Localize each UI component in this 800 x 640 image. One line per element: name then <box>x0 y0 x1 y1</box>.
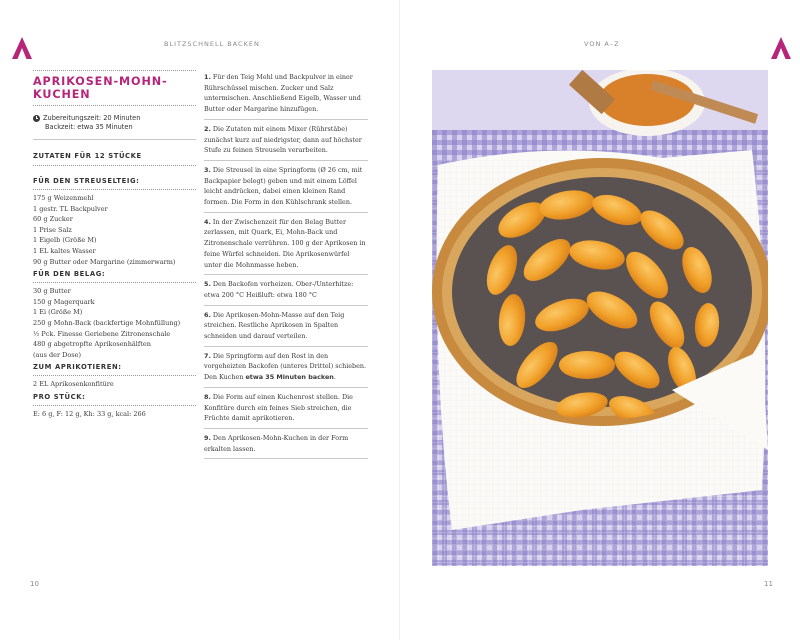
instruction-step: 9. Den Aprikosen-Mohn-Kuchen in der Form erkalten lassen. <box>204 429 368 459</box>
apricot-poppyseed-cake-image <box>432 70 768 566</box>
instruction-step: 8. Die Form auf einen Kuchenrost stellen. Die Konfitüre durch ein feines Sieb streichen, die Früchte damit aprikotieren. <box>204 388 368 429</box>
ingredient-item: (aus der Dose) <box>33 350 82 359</box>
ingredient-section <box>33 363 196 376</box>
nutrition-list <box>33 406 196 420</box>
instruction-step: 5. Den Backofen vorheizen. Ober-/Unterhitze: etwa 200 °C Heißluft: etwa 180 °C <box>204 275 368 305</box>
letter-a-icon <box>11 36 33 60</box>
recipe-title-line: KUCHEN <box>33 88 91 101</box>
bake-time: Backzeit: etwa 35 Minuten <box>45 123 133 131</box>
ingredient-item: 1 Eigelb (Größe M) <box>33 236 97 245</box>
letter-a-icon <box>770 36 792 60</box>
ingredient-item: 1 Prise Salz <box>33 225 72 234</box>
instruction-step: 3. Die Streusel in eine Springform (Ø 26 cm, mit Backpapier belegt) geben und mit einem Löffel leicht andrücken, dabei einen kleinen Rand formen. Die Form in den Kühlschrank stellen. <box>204 161 368 213</box>
instruction-step: 1. Für den Teig Mehl und Backpulver in einer Rührschüssel mischen. Zucker und Salz untermischen. Anschließend Eigelb, Wasser und Butter oder Margarine hinzufügen. <box>204 70 368 120</box>
ingredient-list <box>33 283 196 360</box>
ingredient-item: 2 EL Aprikosenkonfitüre <box>33 380 114 389</box>
ingredients-column <box>33 70 196 420</box>
steps-column <box>204 70 368 459</box>
ingredient-item: 30 g Butter <box>33 287 71 296</box>
page-number-left: 10 <box>30 580 39 588</box>
ingredient-item: 1 EL kaltes Wasser <box>33 246 96 255</box>
cake-photo <box>432 70 768 566</box>
time-info <box>33 106 196 139</box>
ingredient-item: ½ Pck. Finesse Geriebene Zitronenschale <box>33 329 171 338</box>
ingredient-list <box>33 376 196 390</box>
recipe-title <box>33 71 196 105</box>
bold-bake-time: etwa 35 Minuten backen <box>245 373 334 382</box>
instruction-step: 6. Die Aprikosen-Mohn-Masse auf den Teig streichen. Restliche Aprikosen in Spalten schneiden und darauf verteilen. <box>204 306 368 347</box>
instruction-step: 4. In der Zwischenzeit für den Belag Butter zerlassen, mit Quark, Ei, Mohn-Back und Zitronenschale verrühren. 100 g der Aprikosen in feine Würfel schneiden. Die Aprikosenwürfel unter die Mohnmasse heben. <box>204 213 368 276</box>
section-heading: PRO STÜCK: <box>33 392 86 401</box>
ingredient-item: 60 g Zucker <box>33 215 73 224</box>
ingredient-section <box>33 393 196 406</box>
yield-heading: ZUTATEN FÜR 12 STÜCKE <box>33 152 142 160</box>
ingredient-item: 1 Ei (Größe M) <box>33 308 83 317</box>
ingredient-item: 1 gestr. TL Backpulver <box>33 204 108 213</box>
ingredient-item: 480 g abgetropfte Aprikosenhälften <box>33 340 151 349</box>
prep-time: Zubereitungszeit: 20 Minuten <box>43 114 141 122</box>
running-head-right: VON A–Z <box>584 40 620 48</box>
ingredient-item: 175 g Weizenmehl <box>33 194 94 202</box>
ingredient-section <box>33 270 196 283</box>
section-heading: FÜR DEN STREUSELTEIG: <box>33 177 140 185</box>
instruction-step: 7. Die Springform auf den Rost in den vorgeheizten Backofen (unteres Drittel) schieben. Den Kuchen etwa 35 Minuten backen. <box>204 347 368 388</box>
section-heading: FÜR DEN BELAG: <box>33 270 106 279</box>
page-number-right: 11 <box>764 580 773 588</box>
ingredient-item: 250 g Mohn-Back (backfertige Mohnfüllung) <box>33 318 181 327</box>
yield-block <box>33 152 196 166</box>
ingredient-item: 90 g Butter oder Margarine (zimmerwarm) <box>33 257 176 266</box>
ingredient-list <box>33 190 196 267</box>
section-heading: ZUM APRIKOTIEREN: <box>33 363 122 372</box>
recipe-title-line: APRIKOSEN-MOHN- <box>33 75 168 88</box>
instruction-step: 2. Die Zutaten mit einem Mixer (Rührstäbe) zunächst kurz auf niedrigster, dann auf höchster Stufe zu feinen Streuseln verarbeiten. <box>204 120 368 161</box>
ingredient-section <box>33 177 196 190</box>
nutrition-info: E: 6 g, F: 12 g, Kh: 33 g, kcal: 266 <box>33 409 146 418</box>
clock-icon <box>33 115 40 122</box>
ingredient-item: 150 g Magerquark <box>33 297 95 306</box>
running-head-left: BLITZSCHNELL BACKEN <box>164 40 260 48</box>
